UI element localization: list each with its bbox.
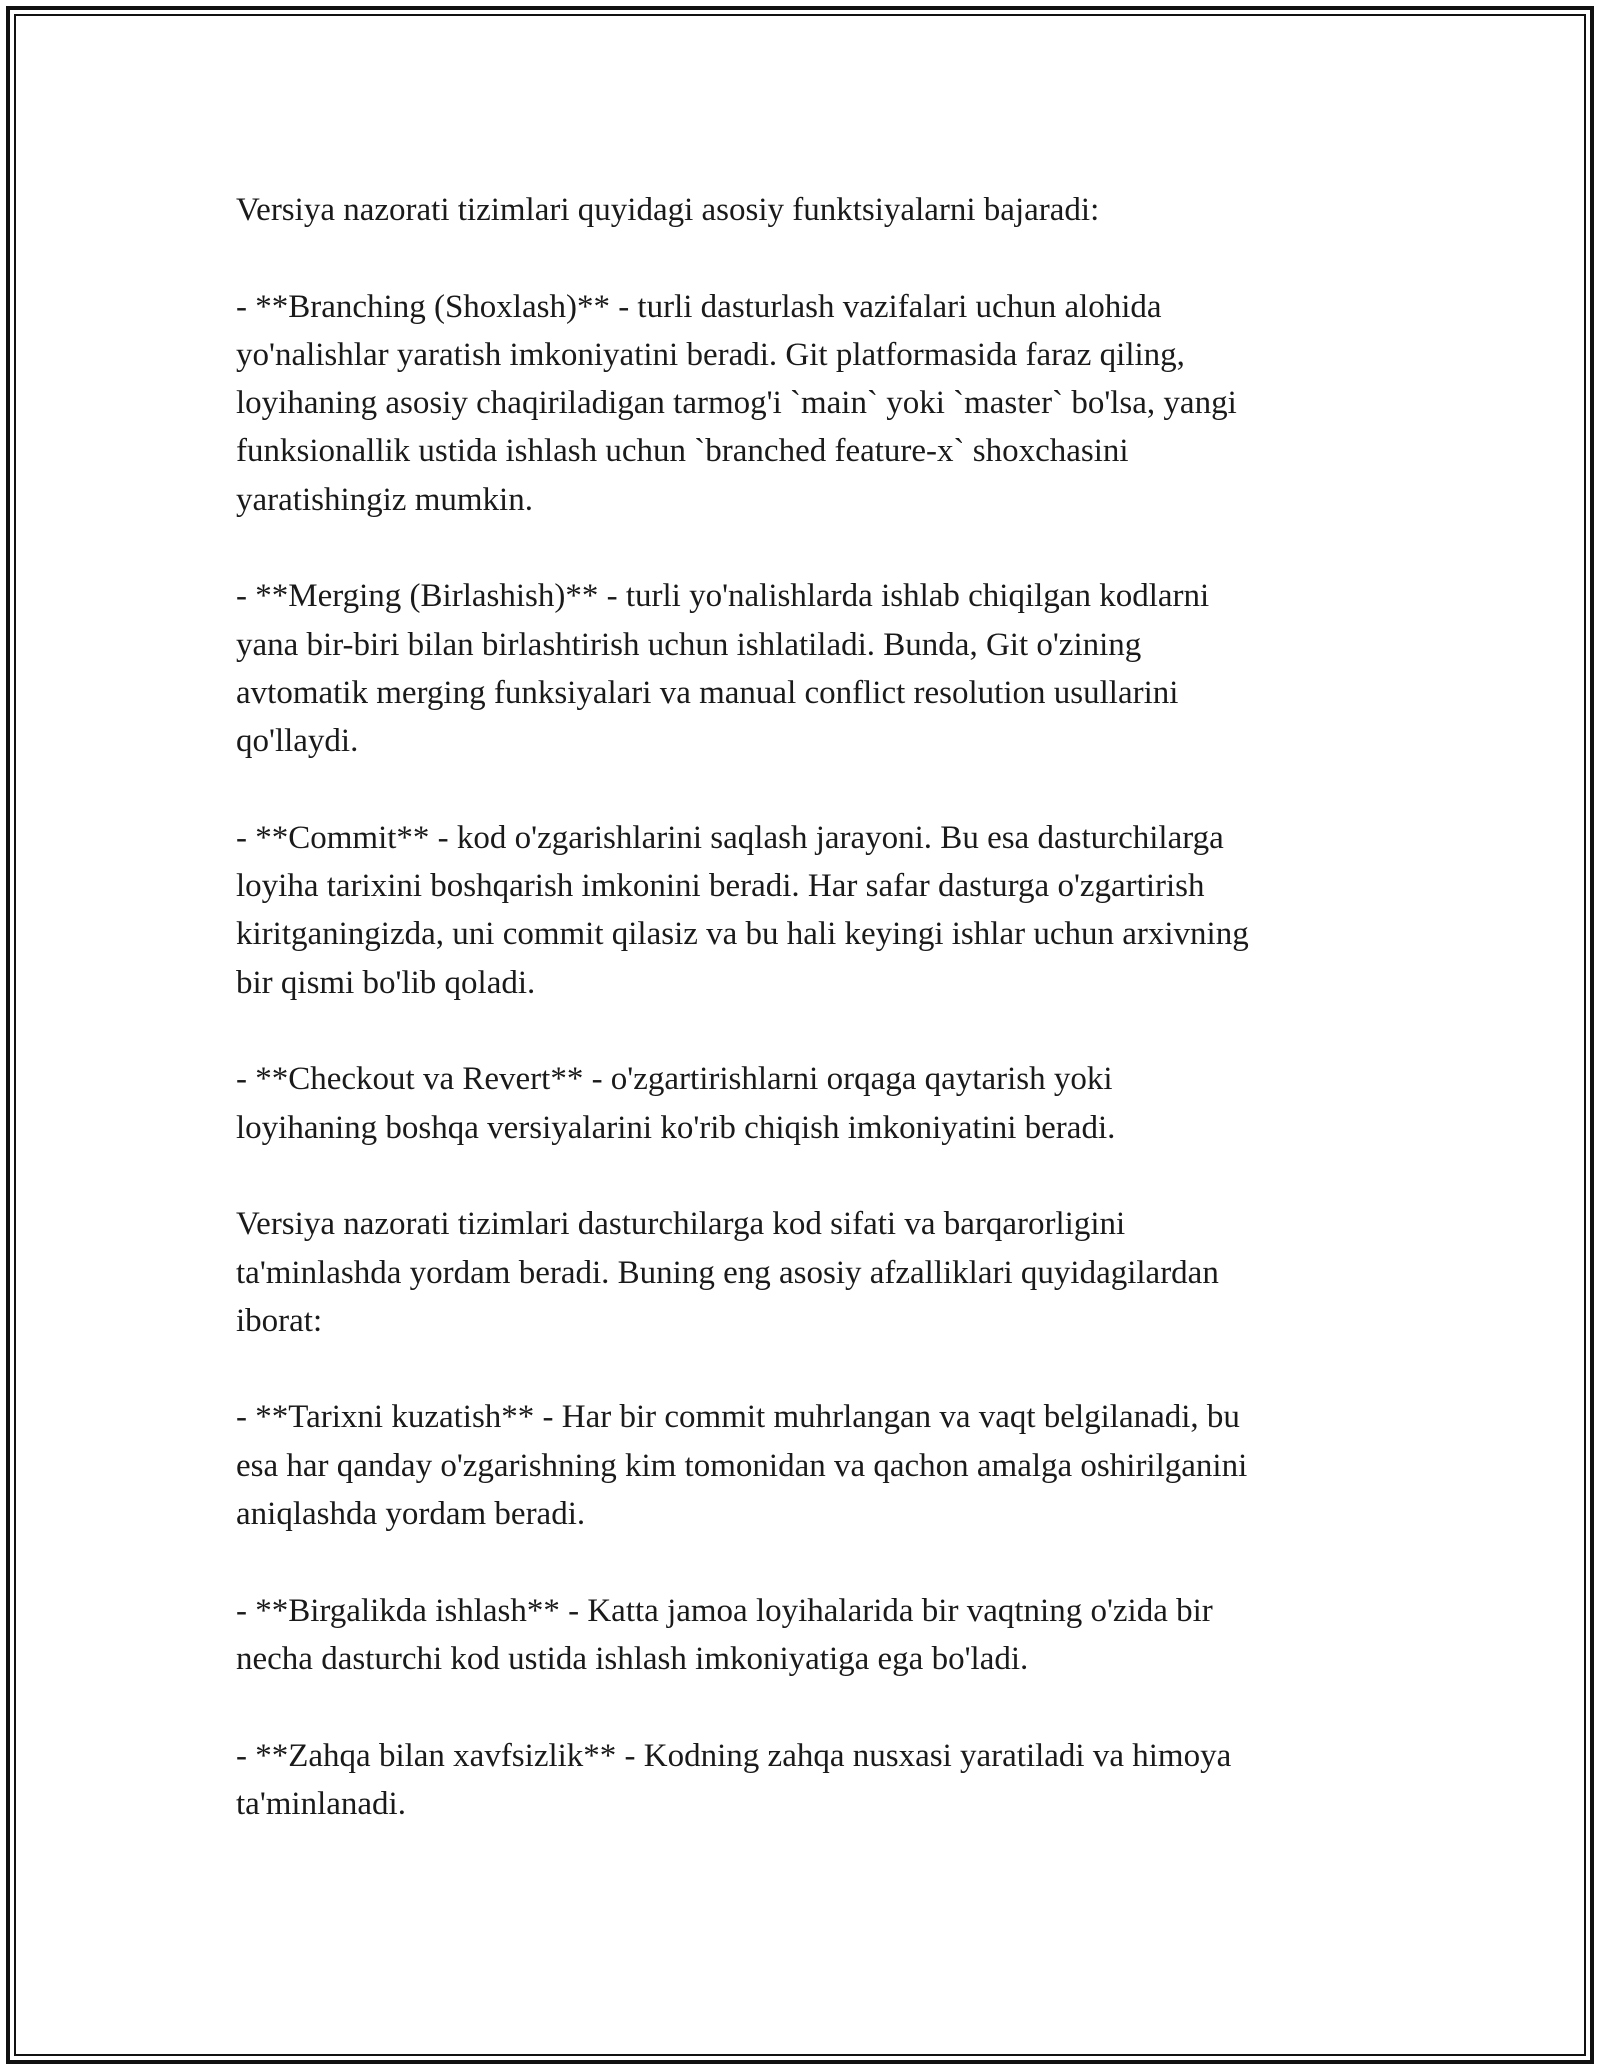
commit-item: - **Commit** - kod o'zgarishlarini saqlash jarayoni. Bu esa dasturchilarga loyiha tarixini boshqarish imkonini beradi. Har safar dasturga o'zgartirish kiritganingizda, uni commit qilasiz va bu hali keyingi ishlar uchun arxivning bir qismi bo'lib qoladi. xyxy=(236,819,1249,1001)
document-body xyxy=(236,186,1376,1828)
collaboration-item: - **Birgalikda ishlash** - Katta jamoa loyihalarida bir vaqtning o'zida bir necha dasturchi kod ustida ishlash imkoniyatiga ega bo'ladi. xyxy=(236,1592,1213,1677)
history-tracking-item: - **Tarixni kuzatish** - Har bir commit muhrlangan va vaqt belgilanadi, bu esa har qanday o'zgarishning kim tomonidan va qachon amalga oshirilganini aniqlashda yordam beradi. xyxy=(236,1399,1248,1533)
branching-item: - **Branching (Shoxlash)** - turli dasturlash vazifalari uchun alohida yo'nalishlar yaratish imkoniyatini beradi. Git platformasida faraz qiling, loyihaning asosiy chaqiriladigan tarmog'i `main` yoki `master` bo'lsa, yangi funksionallik ustida ishlash uchun `branched feature-x` shoxchasini yaratishingiz mumkin. xyxy=(236,288,1237,518)
intro-paragraph: Versiya nazorati tizimlari quyidagi asosiy funktsiyalarni bajaradi: xyxy=(236,192,1100,228)
benefits-intro-paragraph: Versiya nazorati tizimlari dasturchilarga kod sifati va barqarorligini ta'minlashda yordam beradi. Buning eng asosiy afzalliklari quyidagilardan iborat: xyxy=(236,1206,1219,1339)
backup-security-item: - **Zahqa bilan xavfsizlik** - Kodning zahqa nusxasi yaratiladi va himoya ta'minlanadi. xyxy=(236,1737,1232,1822)
checkout-revert-item: - **Checkout va Revert** - o'zgartirishlarni orqaga qaytarish yoki loyihaning boshqa versiyalarini ko'rib chiqish imkoniyatini beradi. xyxy=(236,1061,1116,1146)
merging-item: - **Merging (Birlashish)** - turli yo'nalishlarda ishlab chiqilgan kodlarni yana bir-biri bilan birlashtirish uchun ishlatiladi. Bunda, Git o'zining avtomatik merging funksiyalari va manual conflict resolution usullarini qo'llaydi. xyxy=(236,578,1210,760)
